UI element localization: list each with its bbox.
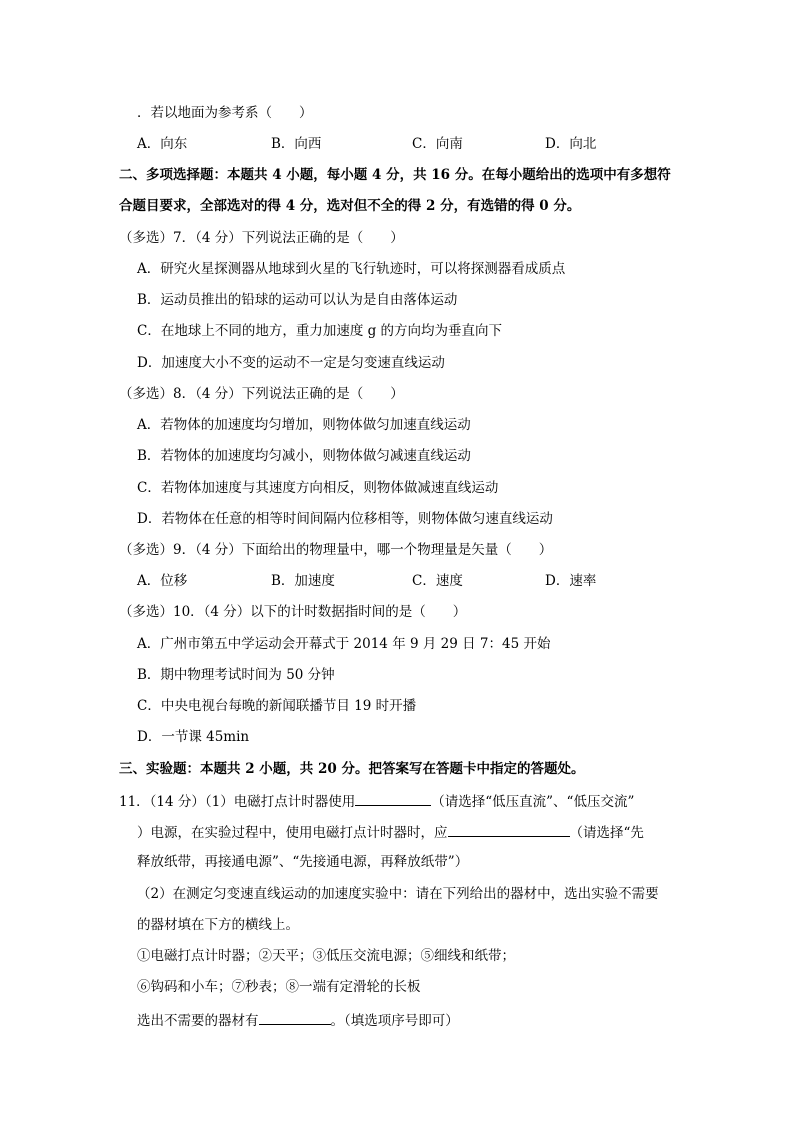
- q11-line1-text-a: 11．（14 分）（1）电磁打点计时器使用: [119, 794, 356, 810]
- q8-option-a: A．若物体的加速度均匀增加，则物体做匀加速直线运动: [137, 417, 471, 433]
- q7-stem: （多选）7．（4 分）下列说法正确的是（ ）: [119, 230, 404, 246]
- q8-option-b: B．若物体的加速度均匀减小，则物体做匀减速直线运动: [137, 448, 471, 464]
- q9-option-a: A．位移: [137, 573, 188, 589]
- q11-line8: [137, 1010, 459, 1030]
- q9-option-d: D．速率: [545, 573, 597, 589]
- q11-line8-text-b: 。（填选项序号即可）: [330, 1013, 459, 1029]
- q6-option-a: A．向东: [137, 136, 188, 152]
- q7-option-a: A．研究火星探测器从地球到火星的飞行轨迹时，可以将探测器看成质点: [137, 261, 566, 277]
- q6-option-c: C．向南: [412, 136, 463, 152]
- section2-heading-line2: 合题目要求，全部选对的得 4 分，选对但不全的得 2 分，有选错的得 0 分。: [119, 198, 581, 214]
- q6-option-d: D．向北: [545, 136, 597, 152]
- q11-line2: [137, 822, 644, 842]
- q8-option-c: C．若物体加速度与其速度方向相反，则物体做减速直线运动: [137, 480, 499, 496]
- q9-option-c: C．速度: [412, 573, 463, 589]
- answer-blank-operation-order[interactable]: [448, 822, 570, 837]
- q9-option-b: B．加速度: [271, 573, 335, 589]
- answer-blank-unneeded-equipment[interactable]: [259, 1010, 331, 1025]
- q11-equipment-list-1: ①电磁打点计时器；②天平；③低压交流电源；⑤细线和纸带；: [137, 948, 515, 964]
- q7-option-c: C．在地球上不同的地方，重力加速度 g 的方向均为垂直向下: [137, 323, 503, 339]
- q10-stem: （多选）10．（4 分）以下的计时数据指时间的是（ ）: [119, 604, 467, 620]
- q8-option-d: D．若物体在任意的相等时间间隔内位移相等，则物体做匀速直线运动: [137, 511, 553, 527]
- q7-option-d: D．加速度大小不变的运动不一定是匀变速直线运动: [137, 355, 445, 371]
- section3-heading: 三、实验题：本题共 2 小题，共 20 分。把答案写在答题卡中指定的答题处。: [119, 761, 585, 777]
- q11-line1: [119, 791, 634, 811]
- answer-blank-power-type[interactable]: [355, 791, 431, 806]
- q8-stem: （多选）8．（4 分）下列说法正确的是（ ）: [119, 386, 404, 402]
- q10-option-c: C．中央电视台每晚的新闻联播节目 19 时开播: [137, 698, 417, 714]
- q11-line2-text-a: ）电源，在实验过程中，使用电磁打点计时器时，应: [137, 825, 448, 841]
- q6-option-b: B．向西: [271, 136, 322, 152]
- q11-line2-text-b: （请选择“先: [569, 825, 644, 841]
- q7-option-b: B．运动员推出的铅球的运动可以认为是自由落体运动: [137, 292, 458, 308]
- q6-stem: ．若以地面为参考系（ ）: [137, 105, 313, 121]
- q11-line3: 释放纸带，再接通电源”、“先接通电源，再释放纸带”）: [137, 854, 469, 870]
- q10-option-b: B．期中物理考试时间为 50 分钟: [137, 667, 335, 683]
- q11-line8-text-a: 选出不需要的器材有: [137, 1013, 259, 1029]
- q11-line4: （2）在测定匀变速直线运动的加速度实验中：请在下列给出的器材中，选出实验不需要: [137, 886, 659, 902]
- q10-option-d: D．一节课 45min: [137, 729, 250, 745]
- q11-line5: 的器材填在下方的横线上。: [137, 917, 299, 933]
- q10-option-a: A．广州市第五中学运动会开幕式于 2014 年 9 月 29 日 7：45 开始: [137, 636, 551, 652]
- q11-line1-text-b: （请选择“低压直流”、“低压交流”: [431, 794, 635, 810]
- q9-stem: （多选）9．（4 分）下面给出的物理量中，哪一个物理量是矢量（ ）: [119, 542, 553, 558]
- section2-heading-line1: 二、多项选择题：本题共 4 小题，每小题 4 分，共 16 分。在每小题给出的选项中有多想符: [119, 167, 671, 183]
- q11-equipment-list-2: ⑥钩码和小车；⑦秒表；⑧一端有定滑轮的长板: [137, 979, 421, 995]
